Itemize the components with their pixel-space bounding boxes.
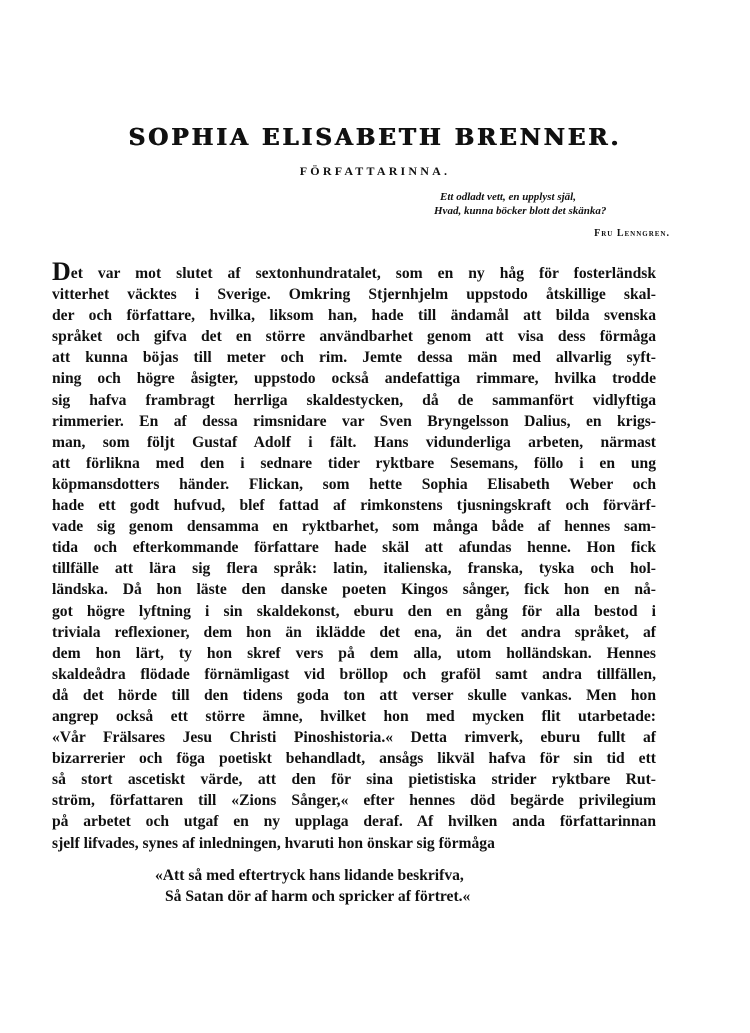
body-line: man, som följt Gustaf Adolf i fält. Hans vidunderliga arbeten, närmast bbox=[52, 433, 656, 451]
body-line: ländska. Då hon läste den danske poeten Kingos sånger, fick hon en nå- bbox=[52, 581, 656, 599]
epigraph-line: Ett odladt vett, en upplyst själ, bbox=[440, 191, 576, 203]
body-line: der och författare, hvilka, liksom han, hade till ändamål att bilda svenska bbox=[52, 307, 656, 325]
body-line: vade sig genom densamma en ryktbarhet, som många både af hennes sam- bbox=[52, 518, 656, 536]
first-line-text: et var mot slutet af sextonhundratalet, som en ny håg för fosterländsk bbox=[70, 265, 656, 282]
body-line: tillfälle att lära sig flera språk: latin, italienska, franska, tyska och hol- bbox=[52, 560, 656, 578]
drop-cap: D bbox=[52, 257, 71, 286]
body-line: att kunna böjas till meter och rim. Jemte dessa män med allvarlig syft- bbox=[52, 349, 656, 367]
body-line bbox=[52, 257, 656, 286]
body-paragraph bbox=[52, 257, 656, 854]
verse-line: «Att så med eftertryck hans lidande beskrifva, bbox=[155, 867, 464, 884]
page-subtitle: FÖRFATTARINNA. bbox=[299, 164, 451, 178]
body-line: bizarrerier och föga poetiskt behandladt, ansågs likväl hafva för sin tid ett bbox=[52, 750, 656, 768]
body-line: dem hon lärt, ty hon skref vers på dem alla, utom holländskan. Hennes bbox=[52, 644, 656, 662]
body-line: så stort ascetiskt värde, att den för sina pietistiska strider ryktbare Rut- bbox=[52, 771, 656, 789]
body-line: köpmansdotters händer. Flickan, som hette Sophia Elisabeth Weber och bbox=[52, 475, 656, 493]
body-line: vitterhet väcktes i Sverige. Omkring Stjernhjelm uppstodo åtskillige skal- bbox=[52, 286, 656, 304]
body-line: tida och efterkommande författare hade skäl att afundas henne. Hon fick bbox=[52, 539, 656, 557]
epigraph-line: Hvad, kunna böcker blott det skänka? bbox=[434, 205, 607, 217]
body-line: «Vår Frälsares Jesu Christi Pinoshistoria.« Detta rimverk, eburu fullt af bbox=[52, 729, 656, 747]
body-line: att förlikna med den i sednare tider ryktbare Sesemans, föllo i en ung bbox=[52, 454, 656, 472]
epigraph bbox=[434, 190, 700, 218]
body-line: språket och gifva det en större användbarhet genom att visa dess förmåga bbox=[52, 328, 656, 346]
body-line: rimmerier. En af dessa rimsnidare var Sven Bryngelsson Dalius, en krigs- bbox=[52, 412, 656, 430]
verse-line: Så Satan dör af harm och spricker af förtret.« bbox=[165, 888, 471, 905]
body-line: sjelf lifvades, synes af inledningen, hvaruti hon önskar sig förmåga bbox=[52, 834, 495, 852]
epigraph-attribution: Fru Lenngren. bbox=[594, 228, 670, 239]
page-title: SOPHIA ELISABETH BRENNER. bbox=[128, 124, 622, 151]
body-line: hade ett godt hufvud, blef fattad af rimkonstens tjusningskraft och förvärf- bbox=[52, 497, 656, 515]
body-line: då det hörde till den tidens goda ton att verser skulle vankas. Men hon bbox=[52, 686, 656, 704]
body-line: ström, författaren till «Zions Sånger,« efter hennes död begärde privilegium bbox=[52, 792, 656, 810]
body-line: angrep också ett större ämne, hvilket hon med mycken flit utarbetade: bbox=[52, 707, 656, 725]
body-line: sig hafva frambragt herrliga skaldestycken, då de sammanfört vidlyftiga bbox=[52, 391, 656, 409]
body-line: på arbetet och utgaf en ny upplaga deraf. Af hvilken anda författarinnan bbox=[52, 813, 656, 831]
body-line: skaldeådra flödade förnämligast vid bröllop och graföl samt andra tillfällen, bbox=[52, 665, 656, 683]
body-line: triviala reflexioner, dem hon än iklädde det ena, än det andra språket, af bbox=[52, 623, 656, 641]
body-line: ning och högre åsigter, uppstodo också andefattiga rimmare, hvilka trodde bbox=[52, 370, 656, 388]
body-line: got högre lyftning i sin skaldekonst, eburu den en gång för alla bestod i bbox=[52, 602, 656, 620]
